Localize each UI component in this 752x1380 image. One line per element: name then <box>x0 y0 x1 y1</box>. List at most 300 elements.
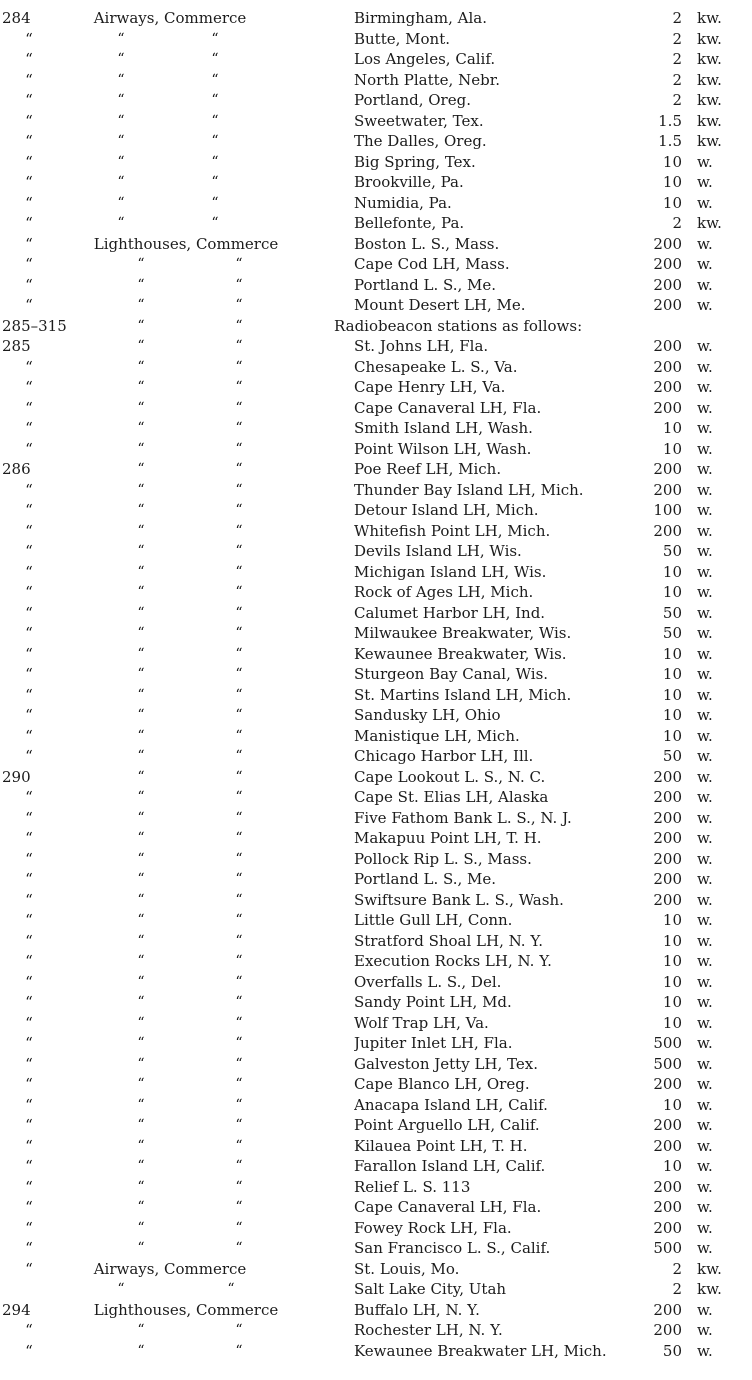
ditto-mark: “ <box>137 256 145 272</box>
ditto-mark: “ <box>137 891 145 908</box>
table-row <box>0 931 752 952</box>
ditto-mark: “ <box>137 317 145 334</box>
entry-number: 290 <box>2 767 31 786</box>
table-row <box>0 152 752 173</box>
station-location: Portland L. S., Me. <box>354 870 497 888</box>
power-value: 10 <box>662 972 682 991</box>
entry-number: “ <box>25 1095 33 1114</box>
ditto-mark: “ <box>235 338 243 354</box>
entry-number: “ <box>25 1136 33 1155</box>
ditto-mark: “ <box>235 461 243 477</box>
table-row <box>0 541 752 562</box>
power-unit: w. <box>697 624 713 642</box>
power-value: 10 <box>662 562 682 581</box>
table-row <box>0 377 752 398</box>
ditto-mark: “ <box>235 727 243 744</box>
station-location: Sandy Point LH, Md. <box>354 993 512 1011</box>
ditto-mark: “ <box>235 932 243 949</box>
ditto-mark: “ <box>235 809 243 826</box>
table-row <box>0 910 752 931</box>
power-value: 200 <box>653 1218 682 1237</box>
ditto-mark: “ <box>211 194 219 211</box>
table-row <box>0 1115 752 1136</box>
ditto-mark: “ <box>137 973 145 990</box>
table-row <box>0 849 752 870</box>
station-location: Cape Canaveral LH, Fla. <box>354 398 542 417</box>
station-location: Five Fathom Bank L. S., N. J. <box>354 808 572 827</box>
entry-number: “ <box>25 1075 33 1093</box>
entry-number: “ <box>25 1157 33 1175</box>
power-unit: kw. <box>697 1259 722 1278</box>
table-row <box>0 992 752 1013</box>
table-row <box>0 1341 752 1362</box>
table-row <box>0 767 752 788</box>
power-unit: w. <box>697 1075 713 1093</box>
entry-number: 294 <box>2 1300 31 1319</box>
ditto-mark: “ <box>235 543 243 559</box>
station-location: Radiobeacon stations as follows: <box>334 316 583 335</box>
ditto-mark: “ <box>235 1076 243 1092</box>
power-value: 200 <box>653 849 682 868</box>
agency-label: Airways, Commerce <box>93 1259 247 1278</box>
ditto-mark: “ <box>235 297 243 313</box>
power-value: 200 <box>653 788 682 806</box>
station-location: Farallon Island LH, Calif. <box>354 1157 546 1175</box>
ditto-mark: “ <box>137 850 145 867</box>
table-row <box>0 131 752 152</box>
ditto-mark: “ <box>235 1158 243 1174</box>
power-unit: w. <box>697 747 713 765</box>
power-unit: w. <box>697 1054 713 1073</box>
power-unit: kw. <box>697 91 722 109</box>
power-value: 200 <box>653 234 682 253</box>
station-location: Stratford Shoal LH, N. Y. <box>354 931 544 950</box>
entry-number: “ <box>25 173 33 191</box>
table-row <box>0 1320 752 1341</box>
station-location: Calumet Harbor LH, Ind. <box>354 603 546 622</box>
ditto-mark: “ <box>117 194 125 211</box>
station-location: Manistique LH, Mich. <box>354 726 520 745</box>
entry-number: “ <box>25 706 33 724</box>
entry-number: “ <box>25 1321 33 1339</box>
power-unit: w. <box>697 829 713 847</box>
ditto-mark: “ <box>137 1117 145 1133</box>
power-value: 50 <box>662 747 682 765</box>
power-value: 200 <box>653 337 682 355</box>
station-location: Rochester LH, N. Y. <box>354 1321 503 1339</box>
station-location: Cape Canaveral LH, Fla. <box>354 1198 542 1216</box>
entry-number: “ <box>25 952 33 970</box>
table-row <box>0 521 752 542</box>
table-row <box>0 213 752 234</box>
power-unit: w. <box>697 562 713 581</box>
ditto-mark: “ <box>137 1096 145 1113</box>
ditto-mark: “ <box>235 1035 243 1051</box>
power-value: 200 <box>653 1116 682 1134</box>
station-location: St. Martins Island LH, Mich. <box>354 685 572 704</box>
ditto-mark: “ <box>137 481 145 498</box>
entry-number: “ <box>25 29 33 48</box>
table-row <box>0 1054 752 1075</box>
power-value: 50 <box>662 542 682 560</box>
ditto-mark: “ <box>117 112 125 129</box>
table-row <box>0 603 752 624</box>
power-value: 200 <box>653 1136 682 1155</box>
ditto-mark: “ <box>235 707 243 723</box>
table-row <box>0 1013 752 1034</box>
ditto-mark: “ <box>137 830 145 846</box>
power-unit: w. <box>697 398 713 417</box>
power-unit: kw. <box>697 50 722 68</box>
power-value: 200 <box>653 1321 682 1339</box>
power-unit: w. <box>697 1095 713 1114</box>
table-row <box>0 1074 752 1095</box>
station-location: Detour Island LH, Mich. <box>354 501 539 519</box>
entry-number: “ <box>25 726 33 745</box>
station-location: Michigan Island LH, Wis. <box>354 562 547 581</box>
power-value: 200 <box>653 398 682 417</box>
ditto-mark: “ <box>137 912 145 928</box>
power-value: 200 <box>653 870 682 888</box>
station-location: Portland L. S., Me. <box>354 275 497 294</box>
power-unit: w. <box>697 870 713 888</box>
ditto-mark: “ <box>235 502 243 518</box>
entry-number: “ <box>25 1013 33 1032</box>
power-unit: w. <box>697 1157 713 1175</box>
ditto-mark: “ <box>137 686 145 703</box>
table-row <box>0 1177 752 1198</box>
ditto-mark: “ <box>235 789 243 805</box>
power-unit: w. <box>697 706 713 724</box>
table-row <box>0 562 752 583</box>
power-unit: w. <box>697 1034 713 1052</box>
station-location: Butte, Mont. <box>354 29 450 48</box>
entry-number: “ <box>25 1116 33 1134</box>
ditto-mark: “ <box>117 215 125 231</box>
entry-number: “ <box>25 152 33 171</box>
ditto-mark: “ <box>211 71 219 88</box>
ditto-mark: “ <box>137 1342 145 1359</box>
power-unit: w. <box>697 849 713 868</box>
power-value: 500 <box>653 1054 682 1073</box>
station-location: Wolf Trap LH, Va. <box>354 1013 489 1032</box>
ditto-mark: “ <box>137 1322 145 1338</box>
ditto-mark: “ <box>235 1199 243 1215</box>
table-row <box>0 111 752 132</box>
ditto-mark: “ <box>137 1158 145 1174</box>
ditto-mark: “ <box>235 1219 243 1236</box>
power-unit: w. <box>697 603 713 622</box>
power-unit: w. <box>697 1136 713 1155</box>
ditto-mark: “ <box>117 71 125 88</box>
ditto-mark: “ <box>137 994 145 1010</box>
table-row <box>0 869 752 890</box>
table-row <box>0 828 752 849</box>
ditto-mark: “ <box>235 973 243 990</box>
power-unit: w. <box>697 767 713 786</box>
power-unit: w. <box>697 1198 713 1216</box>
power-value: 10 <box>662 931 682 950</box>
table-row <box>0 418 752 439</box>
ditto-mark: “ <box>137 625 145 641</box>
agency-label: Lighthouses, Commerce <box>93 234 279 253</box>
station-location: Makapuu Point LH, T. H. <box>354 829 542 847</box>
ditto-mark: “ <box>137 1137 145 1154</box>
station-location: Chesapeake L. S., Va. <box>354 357 518 376</box>
station-location: Chicago Harbor LH, Ill. <box>354 747 534 765</box>
power-value: 1.5 <box>658 111 682 130</box>
table-row <box>0 70 752 91</box>
power-unit: w. <box>697 1116 713 1134</box>
ditto-mark: “ <box>137 297 145 313</box>
ditto-mark: “ <box>235 768 243 785</box>
power-unit: w. <box>697 890 713 909</box>
ditto-mark: “ <box>211 153 219 170</box>
entry-number: “ <box>25 111 33 130</box>
power-unit: w. <box>697 1300 713 1319</box>
table-row <box>0 439 752 460</box>
station-location: North Platte, Nebr. <box>354 70 500 89</box>
table-row <box>0 972 752 993</box>
ditto-mark: “ <box>235 440 243 457</box>
ditto-mark: “ <box>137 1076 145 1092</box>
ditto-mark: “ <box>235 522 243 539</box>
table-row <box>0 644 752 665</box>
power-unit: w. <box>697 808 713 827</box>
ditto-mark: “ <box>117 133 125 149</box>
ditto-mark: “ <box>137 953 145 969</box>
ditto-mark: “ <box>137 1055 145 1072</box>
station-location: Kilauea Point LH, T. H. <box>354 1136 528 1155</box>
ditto-mark: “ <box>137 871 145 887</box>
entry-number: “ <box>25 747 33 765</box>
station-location: Numidia, Pa. <box>354 193 452 212</box>
ditto-mark: “ <box>235 891 243 908</box>
power-value: 200 <box>653 829 682 847</box>
station-location: Smith Island LH, Wash. <box>354 419 533 437</box>
table-row <box>0 705 752 726</box>
power-value: 2 <box>672 1280 682 1298</box>
power-value: 200 <box>653 1300 682 1319</box>
power-unit: w. <box>697 972 713 991</box>
power-unit: w. <box>697 357 713 376</box>
power-unit: w. <box>697 173 713 191</box>
ditto-mark: “ <box>211 92 219 108</box>
power-unit: w. <box>697 911 713 929</box>
ditto-mark: “ <box>137 748 145 764</box>
power-value: 500 <box>653 1239 682 1257</box>
ditto-mark: “ <box>235 1322 243 1338</box>
power-value: 10 <box>662 706 682 724</box>
power-value: 200 <box>653 378 682 396</box>
ditto-mark: “ <box>235 256 243 272</box>
entry-number: 284 <box>2 9 31 27</box>
power-unit: w. <box>697 665 713 683</box>
power-unit: w. <box>697 1239 713 1257</box>
ditto-mark: “ <box>235 1342 243 1359</box>
table-row <box>0 1095 752 1116</box>
power-value: 200 <box>653 1177 682 1196</box>
entry-number: “ <box>25 562 33 581</box>
entry-number: “ <box>25 357 33 376</box>
agency-label: Airways, Commerce <box>93 9 247 27</box>
entry-number: “ <box>25 788 33 806</box>
table-row <box>0 295 752 316</box>
table-row <box>0 623 752 644</box>
table-row <box>0 500 752 521</box>
entry-number: “ <box>25 296 33 314</box>
ditto-mark: “ <box>211 215 219 231</box>
power-value: 2 <box>672 9 682 27</box>
ditto-mark: “ <box>137 1035 145 1051</box>
power-unit: w. <box>697 1321 713 1339</box>
ditto-mark: “ <box>235 1117 243 1133</box>
power-value: 2 <box>672 214 682 232</box>
entry-number: 285–315 <box>2 316 67 335</box>
power-unit: w. <box>697 583 713 601</box>
station-location: Fowey Rock LH, Fla. <box>354 1218 512 1237</box>
station-location: Execution Rocks LH, N. Y. <box>354 952 552 970</box>
entry-number: “ <box>25 398 33 417</box>
entry-number: “ <box>25 993 33 1011</box>
power-value: 200 <box>653 767 682 786</box>
table-row <box>0 1238 752 1259</box>
entry-number: “ <box>25 603 33 622</box>
table-row <box>0 951 752 972</box>
ditto-mark: “ <box>137 1240 145 1256</box>
power-value: 10 <box>662 173 682 191</box>
power-value: 10 <box>662 583 682 601</box>
power-value: 50 <box>662 624 682 642</box>
station-location: Galveston Jetty LH, Tex. <box>354 1054 538 1073</box>
ditto-mark: “ <box>117 30 125 47</box>
station-location: St. Johns LH, Fla. <box>354 337 489 355</box>
table-row <box>0 746 752 767</box>
ditto-mark: “ <box>137 379 145 395</box>
power-unit: kw. <box>697 132 722 150</box>
ditto-mark: “ <box>235 604 243 621</box>
station-location: St. Louis, Mo. <box>354 1259 460 1278</box>
entry-number: “ <box>25 50 33 68</box>
table-row <box>0 193 752 214</box>
ditto-mark: “ <box>137 1014 145 1031</box>
station-location: The Dalles, Oreg. <box>354 132 487 150</box>
ditto-mark: “ <box>211 133 219 149</box>
ditto-mark: “ <box>235 666 243 682</box>
ditto-mark: “ <box>235 317 243 334</box>
ditto-mark: “ <box>235 1178 243 1195</box>
ditto-mark: “ <box>227 1281 235 1297</box>
station-location: Rock of Ages LH, Mich. <box>354 583 534 601</box>
ditto-mark: “ <box>235 850 243 867</box>
power-value: 2 <box>672 29 682 48</box>
ditto-mark: “ <box>137 584 145 600</box>
station-location: Whitefish Point LH, Mich. <box>354 521 551 540</box>
power-unit: kw. <box>697 29 722 48</box>
table-row <box>0 8 752 29</box>
station-location: Point Arguello LH, Calif. <box>354 1116 540 1134</box>
power-value: 10 <box>662 665 682 683</box>
entry-number: “ <box>25 808 33 827</box>
entry-number: “ <box>25 501 33 519</box>
power-value: 200 <box>653 460 682 478</box>
table-row <box>0 357 752 378</box>
station-location: Milwaukee Breakwater, Wis. <box>354 624 572 642</box>
station-location: Relief L. S. 113 <box>354 1177 471 1196</box>
station-location: Mount Desert LH, Me. <box>354 296 526 314</box>
power-unit: w. <box>697 337 713 355</box>
ditto-mark: “ <box>235 379 243 395</box>
power-value: 200 <box>653 521 682 540</box>
table-row <box>0 398 752 419</box>
entry-number: 285 <box>2 337 31 355</box>
power-value: 50 <box>662 603 682 622</box>
ditto-mark: “ <box>137 809 145 826</box>
station-location: Salt Lake City, Utah <box>354 1280 507 1298</box>
entry-number: “ <box>25 1341 33 1360</box>
power-unit: w. <box>697 1218 713 1237</box>
power-unit: kw. <box>697 70 722 89</box>
entry-number: “ <box>25 214 33 232</box>
entry-number: “ <box>25 542 33 560</box>
power-unit: w. <box>697 255 713 273</box>
entry-number: “ <box>25 1054 33 1073</box>
ditto-mark: “ <box>235 625 243 641</box>
power-value: 10 <box>662 644 682 663</box>
power-unit: w. <box>697 1013 713 1032</box>
power-unit: w. <box>697 726 713 745</box>
table-row <box>0 234 752 255</box>
station-location: Sturgeon Bay Canal, Wis. <box>354 665 549 683</box>
ditto-mark: “ <box>137 1178 145 1195</box>
table-row <box>0 316 752 337</box>
power-value: 100 <box>653 501 682 519</box>
power-unit: w. <box>697 419 713 437</box>
station-location: Big Spring, Tex. <box>354 152 476 171</box>
ditto-mark: “ <box>235 399 243 416</box>
ditto-mark: “ <box>137 1219 145 1236</box>
ditto-mark: “ <box>235 912 243 928</box>
ditto-mark: “ <box>235 871 243 887</box>
station-location: Poe Reef LH, Mich. <box>354 460 502 478</box>
ditto-mark: “ <box>137 789 145 805</box>
power-unit: w. <box>697 542 713 560</box>
table-row <box>0 459 752 480</box>
table-row <box>0 726 752 747</box>
power-value: 10 <box>662 1095 682 1114</box>
power-value: 200 <box>653 890 682 909</box>
entry-number: “ <box>25 91 33 109</box>
ditto-mark: “ <box>235 830 243 846</box>
power-unit: w. <box>697 275 713 294</box>
power-value: 200 <box>653 357 682 376</box>
entry-number: “ <box>25 1034 33 1052</box>
ditto-mark: “ <box>211 112 219 129</box>
station-location: Kewaunee Breakwater, Wis. <box>354 644 567 663</box>
station-location: Cape Lookout L. S., N. C. <box>354 767 546 786</box>
station-location: Bellefonte, Pa. <box>354 214 465 232</box>
ditto-mark: “ <box>137 768 145 785</box>
entry-number: “ <box>25 378 33 396</box>
entry-number: “ <box>25 1198 33 1216</box>
power-value: 200 <box>653 480 682 499</box>
ditto-mark: “ <box>235 953 243 969</box>
table-row <box>0 1279 752 1300</box>
power-value: 10 <box>662 419 682 437</box>
power-value: 10 <box>662 726 682 745</box>
station-location: Kewaunee Breakwater LH, Mich. <box>354 1341 607 1360</box>
table-row <box>0 49 752 70</box>
